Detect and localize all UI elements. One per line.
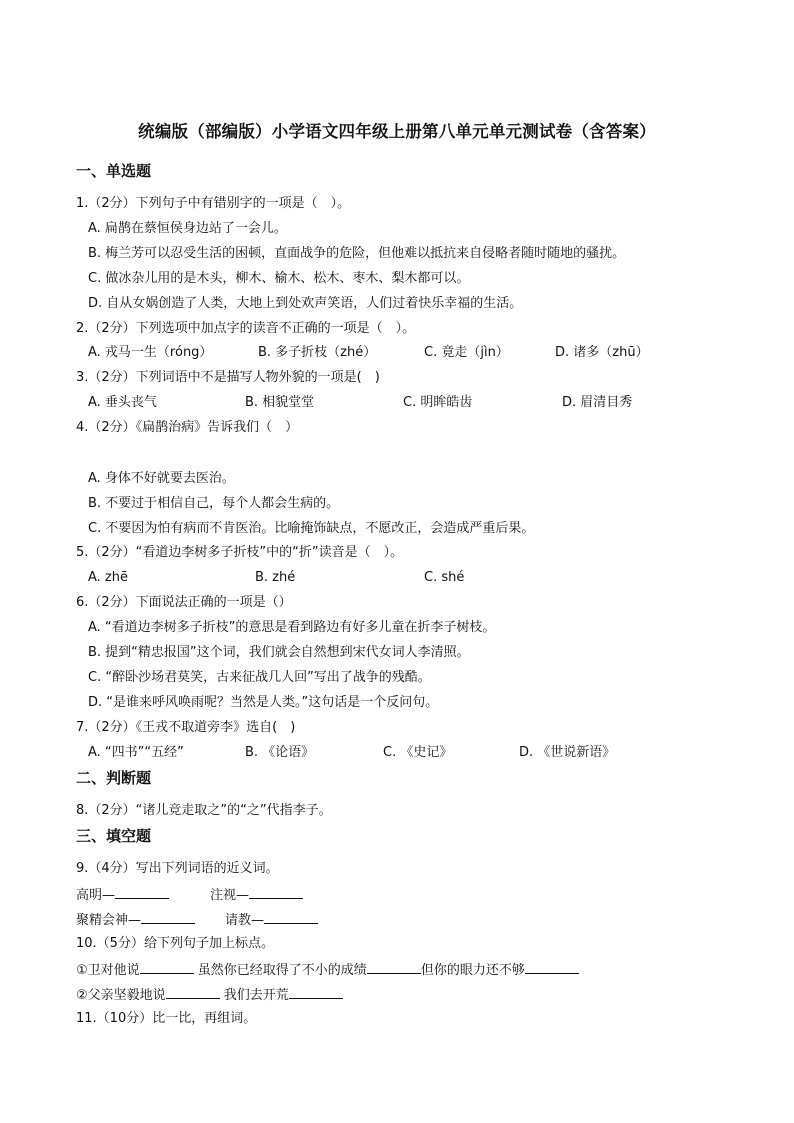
question-3-option-b: B. 相貌堂堂: [245, 395, 315, 410]
question-1-option-a: A. 扁鹊在蔡恒侯身边站了一会儿。: [88, 221, 287, 236]
punctuation-blank[interactable]: [289, 985, 343, 999]
section-heading-fill-blank: 三、填空题: [76, 827, 152, 845]
question-9-word-2: 注视—: [210, 888, 250, 903]
question-6-option-b: B. 提到“精忠报国”这个词，我们就会自然想到宋代女词人李清照。: [88, 645, 470, 660]
question-7-option-b: B. 《论语》: [245, 745, 315, 760]
question-7-option-c: C. 《史记》: [383, 745, 453, 760]
answer-blank[interactable]: [115, 885, 169, 899]
question-9-word-4: 请教—: [225, 913, 265, 928]
question-2-option-c: C. 竟走（jìn）: [424, 345, 509, 360]
question-1-option-c: C. 做冰杂儿用的是木头，柳木、榆木、松木、枣木、梨木都可以。: [88, 271, 470, 286]
punctuation-blank[interactable]: [140, 960, 194, 974]
question-5-stem: 5.（2分）“看道边李树多子折枝”中的“折”读音是（ ）。: [76, 545, 404, 560]
question-2-option-a: A. 戎马一生（róng）: [88, 345, 213, 360]
question-5-option-c: C. shé: [424, 570, 465, 585]
document-title: 统编版（部编版）小学语文四年级上册第八单元单元测试卷（含答案）: [138, 122, 656, 141]
question-10-sentence-1-part-1: ①卫对他说: [76, 963, 140, 978]
question-4-option-a: A. 身体不好就要去医治。: [88, 471, 235, 486]
question-3-option-d: D. 眉清目秀: [562, 395, 633, 410]
question-6-option-a: A. “看道边李树多子折枝”的意思是看到路边有好多儿童在折李子树枝。: [88, 620, 496, 635]
question-2-option-b: B. 多子折枝（zhé）: [258, 345, 377, 360]
question-1-stem: 1.（2分）下列句子中有错别字的一项是（ ）。: [76, 196, 351, 211]
question-1-option-b: B. 梅兰芳可以忍受生活的困顿，直面战争的危险，但他难以抵抗来自侵略者随时随地的骚扰。: [88, 246, 626, 261]
question-6-stem: 6.（2分）下面说法正确的一项是（）: [76, 595, 292, 610]
question-4-option-c: C. 不要因为怕有病而不肯医治。比喻掩饰缺点，不愿改正，会造成严重后果。: [88, 521, 535, 536]
punctuation-blank[interactable]: [166, 985, 220, 999]
section-heading-true-false: 二、判断题: [76, 769, 152, 787]
question-6-option-d: D. “是谁来呼风唤雨呢？当然是人类。”这句话是一个反问句。: [88, 695, 439, 710]
question-4-stem: 4.（2分）《扁鹊治病》告诉我们（ ）: [76, 420, 299, 435]
punctuation-blank[interactable]: [525, 960, 579, 974]
question-3-option-a: A. 垂头丧气: [88, 395, 157, 410]
question-10-sentence-1-part-3: 但你的眼力还不够: [420, 963, 525, 978]
question-6-option-c: C. “醉卧沙场君莫笑，古来征战几人回”写出了战争的残酷。: [88, 670, 431, 685]
answer-blank[interactable]: [249, 885, 303, 899]
question-11-stem: 11.（10分）比一比，再组词。: [76, 1011, 257, 1026]
question-4-option-b: B. 不要过于相信自己，每个人都会生病的。: [88, 496, 340, 511]
question-7-option-a: A. “四书”“五经”: [88, 745, 184, 760]
question-5-option-b: B. zhé: [255, 570, 296, 585]
question-9-word-1: 高明—: [76, 888, 116, 903]
question-8-stem: 8.（2分）“诸儿竞走取之”的“之”代指李子。: [76, 803, 332, 818]
question-10-sentence-2-part-2: 我们去开荒: [223, 988, 289, 1003]
question-2-option-d: D. 诸多（zhū）: [555, 345, 649, 360]
question-9-stem: 9.（4分）写出下列词语的近义词。: [76, 861, 279, 876]
question-3-stem: 3.（2分）下列词语中不是描写人物外貌的一项是( ): [76, 370, 380, 385]
question-5-option-a: A. zhē: [88, 570, 128, 585]
question-9-word-3: 聚精会神—: [76, 913, 142, 928]
question-7-stem: 7.（2分）《王戎不取道旁李》选自( ): [76, 720, 296, 735]
question-10-stem: 10.（5分）给下列句子加上标点。: [76, 936, 274, 951]
answer-blank[interactable]: [264, 910, 318, 924]
question-1-option-d: D. 自从女娲创造了人类，大地上到处欢声笑语，人们过着快乐幸福的生活。: [88, 296, 523, 311]
answer-blank[interactable]: [141, 910, 195, 924]
question-3-option-c: C. 明眸皓齿: [403, 395, 473, 410]
question-2-stem: 2.（2分）下列选项中加点字的读音不正确的一项是（ ）。: [76, 321, 416, 336]
punctuation-blank[interactable]: [367, 960, 421, 974]
question-10-sentence-2-part-1: ②父亲坚毅地说: [76, 988, 166, 1003]
section-heading-single-choice: 一、单选题: [76, 162, 152, 180]
question-10-sentence-1-part-2: 虽然你已经取得了不小的成绩: [197, 963, 367, 978]
question-7-option-d: D. 《世说新语》: [519, 745, 616, 760]
